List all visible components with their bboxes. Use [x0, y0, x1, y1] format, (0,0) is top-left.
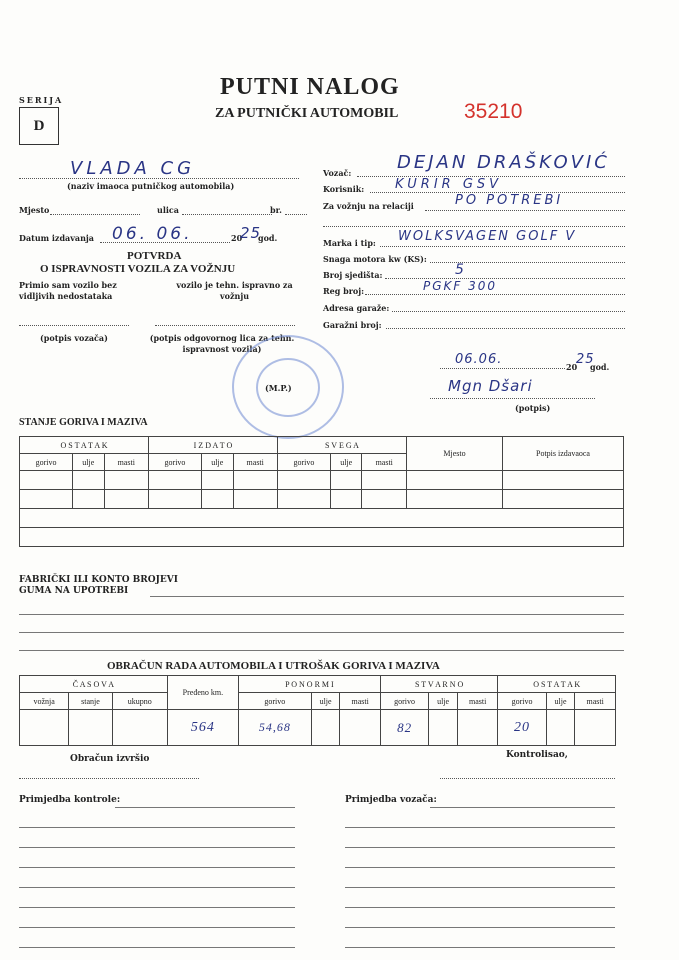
goriva-group-svega: S V E G A [277, 437, 406, 454]
right-year-prefix: 20 [566, 362, 578, 372]
right-god-label: god. [590, 362, 610, 372]
datum-value: 06. 06. [112, 224, 193, 244]
primjedba-vozaca: Primjedba vozača: [345, 795, 437, 805]
goriva-sub: ulje [202, 454, 234, 471]
goriva-sub: masti [104, 454, 148, 471]
owner-caption: (naziv imaoca putničkog automobila) [67, 181, 235, 191]
document-number: 35210 [464, 100, 523, 123]
gume-line2: GUMA NA UPOTREBI [19, 586, 129, 596]
km-value: 564 [167, 710, 238, 746]
obracun-sub: ulje [311, 693, 340, 710]
marka-value: WOLKSVAGEN GOLF V [398, 229, 577, 244]
snaga-label: Snaga motora kw (KS): [323, 254, 427, 264]
primio-text: Primio sam vozilo bez vidljivih nedostataka [19, 280, 117, 301]
obracun-sub: gorivo [380, 693, 428, 710]
god-label: god. [258, 233, 278, 243]
casova-sub: stanje [69, 693, 112, 710]
ponormi-gorivo: 54,68 [238, 710, 311, 746]
vozilo-text: vozilo je tehn. ispravno za vožnju [176, 280, 293, 301]
obracun-sub: ulje [429, 693, 458, 710]
sjedista-value: 5 [455, 262, 465, 278]
obracun-sub: ulje [546, 693, 575, 710]
serija-label: SERIJA [19, 95, 64, 105]
stvarno-gorivo: 82 [380, 710, 428, 746]
goriva-sub: ulje [330, 454, 362, 471]
year-value: 25 [240, 224, 262, 242]
goriva-title: STANJE GORIVA I MAZIVA [19, 417, 148, 428]
obracun-predeno: Pređeno km. [167, 676, 238, 710]
goriva-mjesto: Mjesto [407, 437, 503, 471]
obracun-title: OBRAČUN RADA AUTOMOBILA I UTROŠAK GORIVA I MAZIVA [107, 660, 440, 672]
mjesto-label: Mjesto [19, 205, 50, 215]
gume-line1: FABRIČKI ILI KONTO BROJEVI [19, 575, 178, 585]
casova-sub: ukupno [112, 693, 167, 710]
br-label: br. [270, 205, 282, 215]
stamp-inner-ring [256, 358, 320, 417]
goriva-sub: masti [233, 454, 277, 471]
goriva-group-izdato: I Z D A T O [148, 437, 277, 454]
document-subtitle: ZA PUTNIČKI AUTOMOBIL [215, 106, 399, 121]
owner-value: VLADA CG [70, 158, 196, 179]
obracun-ponormi: P O N O R M I [238, 676, 380, 693]
potpis-odgovornog: (potpis odgovornog lica za tehn. ispravnost vozila) [149, 333, 295, 354]
primjedba-kontrole: Primjedba kontrole: [19, 795, 121, 805]
ostatak-gorivo: 20 [498, 710, 546, 746]
obracun-sub: gorivo [498, 693, 546, 710]
right-year-value: 25 [576, 352, 595, 367]
relacija-value: PO POTREBI [455, 193, 564, 208]
obracun-sub: masti [457, 693, 497, 710]
right-date-value: 06.06. [455, 352, 503, 367]
document-title: PUTNI NALOG [220, 74, 400, 100]
potvrda-subtitle: O ISPRAVNOSTI VOZILA ZA VOŽNJU [40, 263, 236, 275]
obracun-casova: Č A S O V A [20, 676, 168, 693]
reg-value: PGKF 300 [423, 279, 498, 293]
goriva-sub: masti [362, 454, 407, 471]
relacija-label: Za vožnju na relaciji [323, 201, 414, 211]
obracun-sub: masti [575, 693, 616, 710]
obracun-ostatak: O S T A T A K [498, 676, 616, 693]
kontrolisao-label: Kontrolisao, [506, 750, 568, 760]
datum-label: Datum izdavanja [19, 233, 94, 243]
korisnik-value: KURIR GSV [395, 177, 503, 192]
potpis-label: (potpis) [515, 403, 551, 413]
goriva-potpis: Potpis izdavaoca [503, 437, 624, 471]
obracun-sub: masti [340, 693, 380, 710]
potvrda-title: POTVRDA [127, 250, 182, 262]
goriva-sub: gorivo [277, 454, 330, 471]
goriva-group-ostatak: O S T A T A K [20, 437, 149, 454]
goriva-table [19, 436, 624, 547]
obracun-table [19, 675, 616, 746]
goriva-sub: gorivo [20, 454, 73, 471]
goriva-sub: ulje [73, 454, 105, 471]
izvrsio-label: Obračun izvršio [70, 754, 150, 764]
year-prefix: 20 [231, 233, 243, 243]
reg-label: Reg broj: [323, 286, 365, 296]
casova-sub: vožnja [20, 693, 69, 710]
mp-label: (M.P.) [265, 383, 292, 393]
obracun-stvarno: S T V A R N O [380, 676, 497, 693]
vozac-label: Vozač: [323, 168, 352, 178]
goriva-sub: gorivo [148, 454, 201, 471]
serija-box: D [19, 107, 59, 145]
ulica-label: ulica [157, 205, 179, 215]
vozac-value: DEJAN DRAŠKOVIĆ [397, 152, 610, 173]
obracun-sub: gorivo [238, 693, 311, 710]
garazni-label: Garažni broj: [323, 320, 382, 330]
korisnik-label: Korisnik: [323, 184, 365, 194]
marka-label: Marka i tip: [323, 238, 376, 248]
signature: Mgn Dšari [448, 377, 533, 395]
adresa-label: Adresa garaže: [323, 303, 390, 313]
sjedista-label: Broj sjedišta: [323, 270, 383, 280]
potpis-vozaca: (potpis vozača) [40, 333, 108, 343]
